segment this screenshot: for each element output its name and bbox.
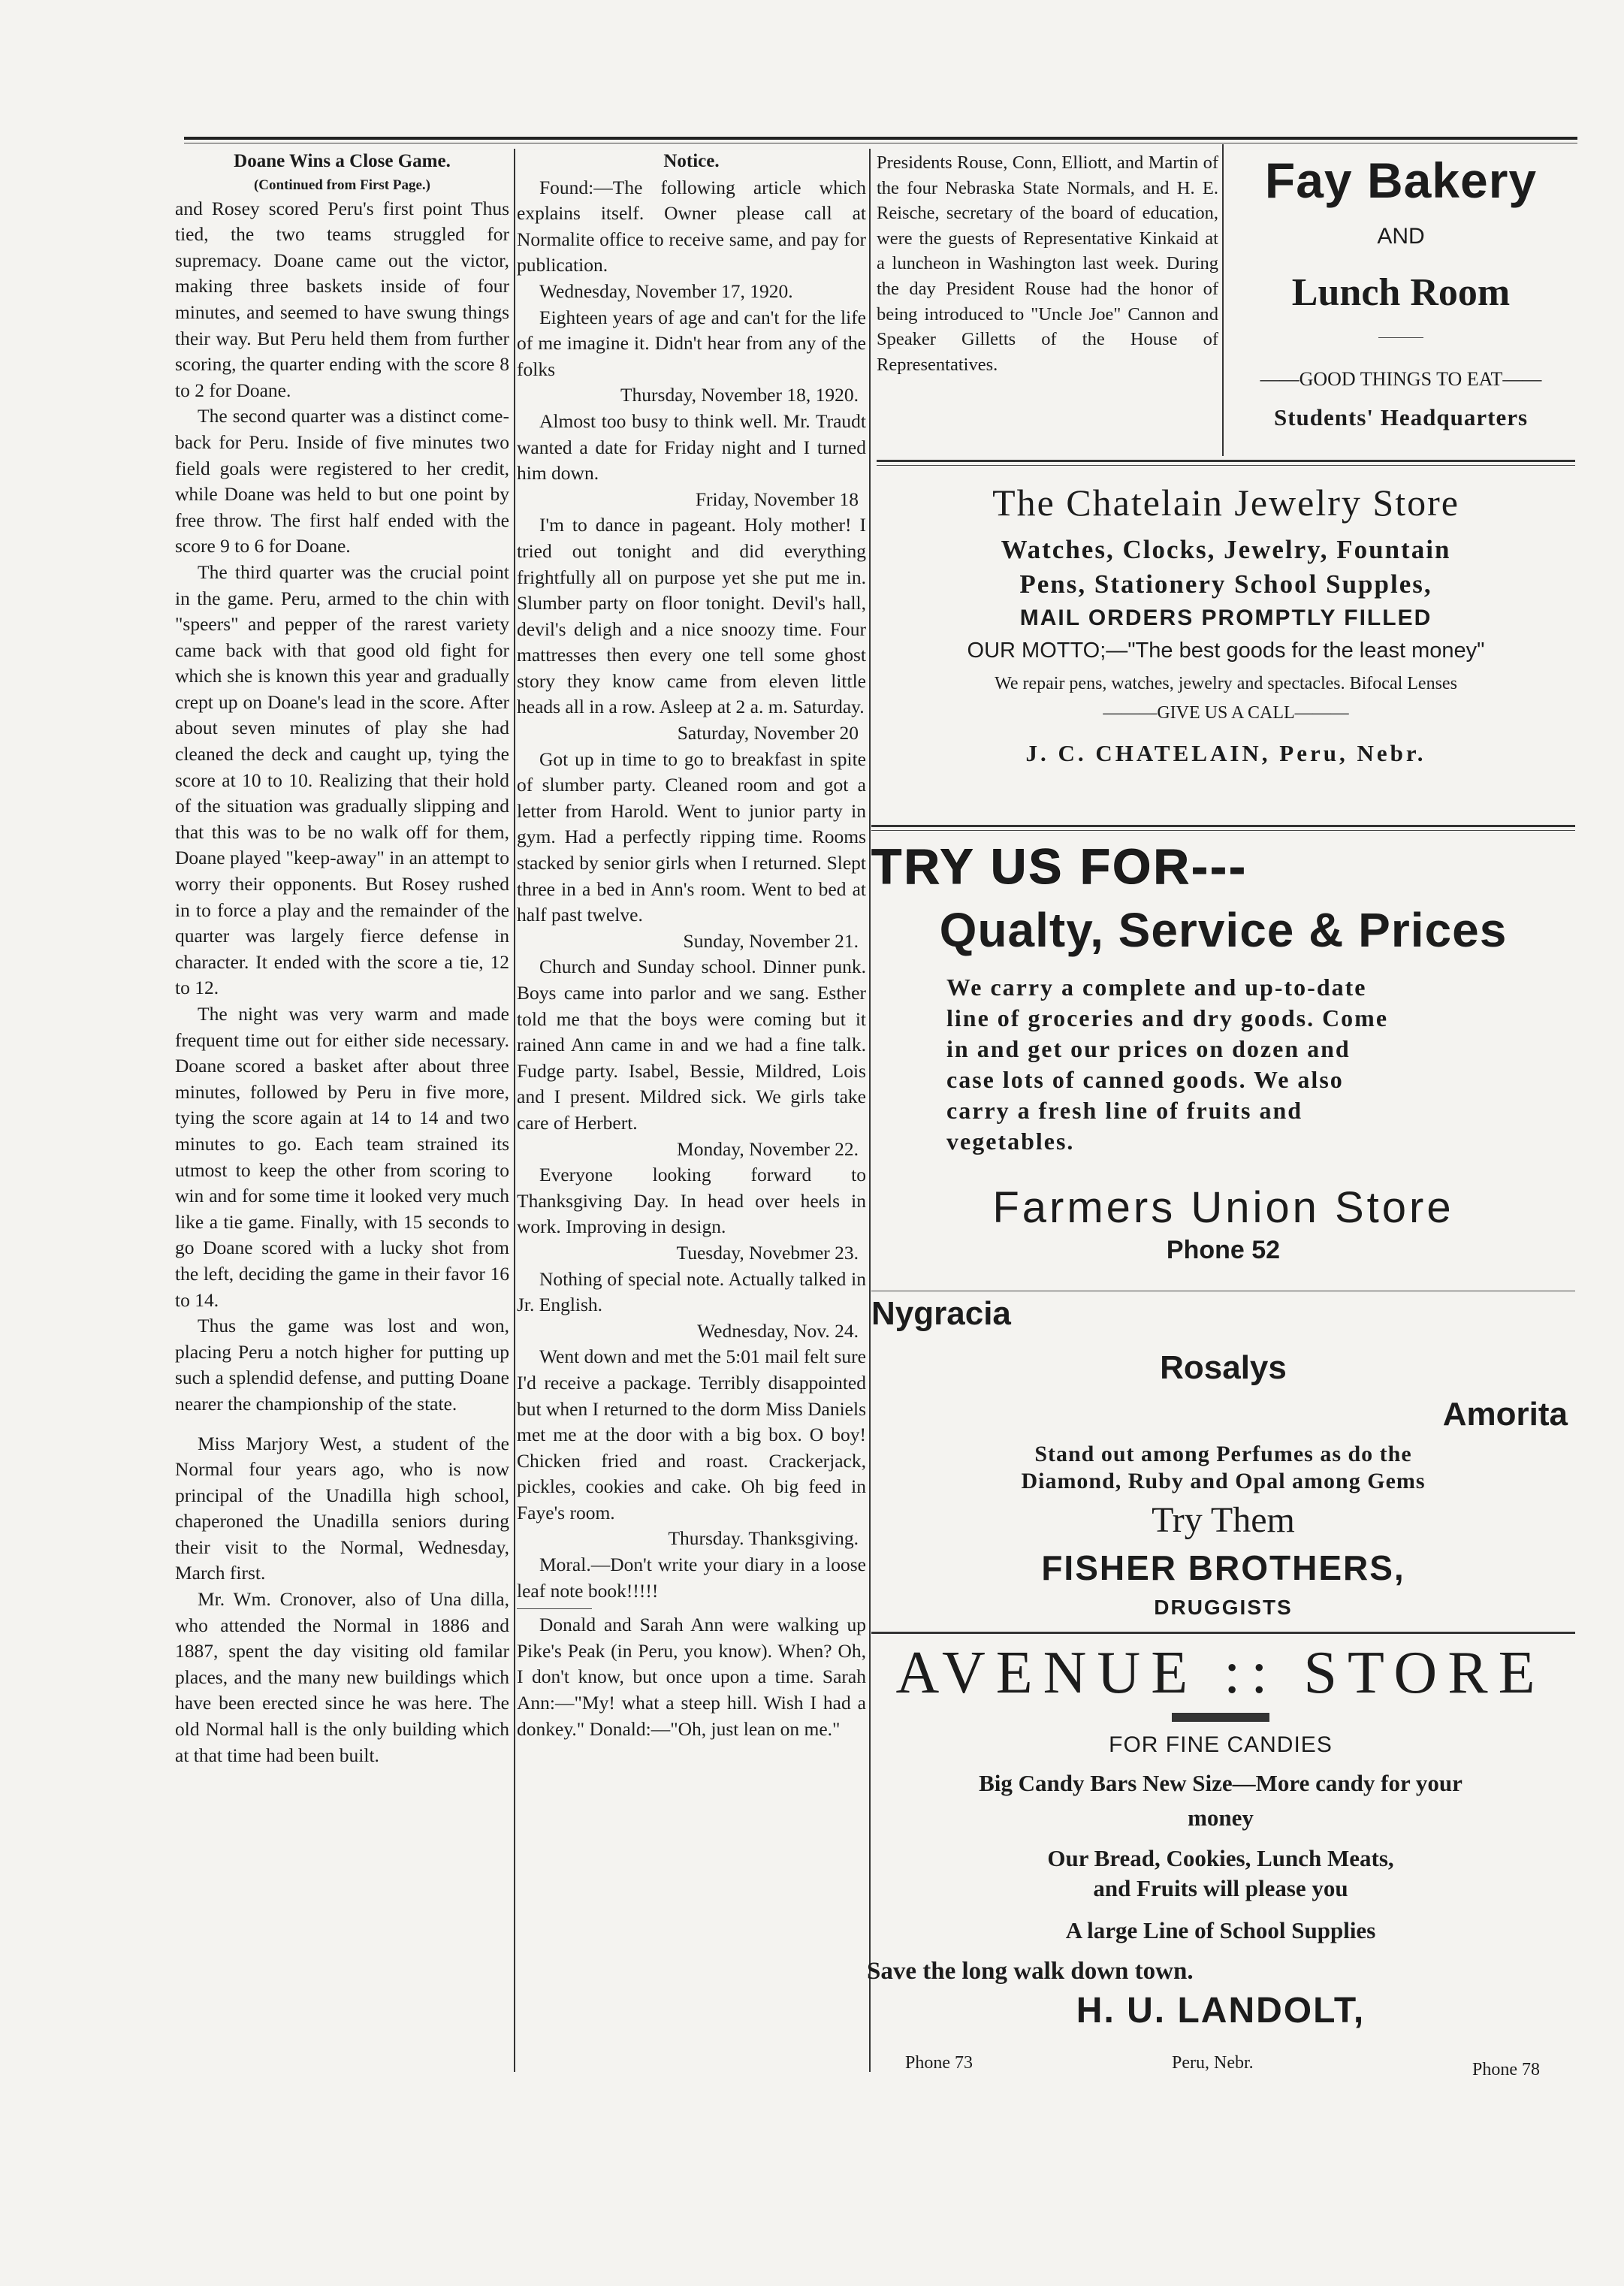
fisher-stand-line1: Stand out among Perfumes as do the (1034, 1442, 1412, 1466)
farmers-quality: Qualty, Service & Prices (939, 903, 1508, 957)
avenue-place: Peru, Nebr. (1172, 2053, 1254, 2073)
news-item-donald: Donald and Sarah Ann were walking up Pike's Peak (in Peru, you know). When? Oh, I don't know, but once upon a time. Sarah Ann:—"My! what a steep hill. Wish I had a donkey." Donald:—"Oh, just lean on me." (517, 1614, 866, 1740)
article-paragraph: Thus the game was lost and won, placing Peru a notch higher for putting up such a splendid defense, and putting Doane nearer the championship of the state. (175, 1315, 509, 1415)
chatelain-line2: Pens, Stationery School Supples, (1019, 569, 1432, 599)
continued-note: (Continued from First Page.) (253, 177, 430, 193)
avenue-phone-right: Phone 78 (1472, 2060, 1540, 2079)
top-rule (184, 137, 1577, 140)
avenue-ornament (1172, 1713, 1269, 1722)
news-item-cronover: Mr. Wm. Cronover, also of Una dilla, who attended the Normal in 1886 and 1887, spent the day visiting old familar places, and the many new buildings which have been erected since he was here. The old Normal hall is the only building which at that time had been built. (175, 1588, 509, 1766)
ad-fay-bakery (1228, 150, 1574, 431)
diary-entry-text: Nothing of special note. Actually talked in Jr. English. (517, 1267, 866, 1316)
diary-date: Saturday, November 20 (677, 722, 859, 744)
diary-entry-text: Almost too busy to think well. Mr. Traudt wanted a date for Friday night and I turned him down. (517, 409, 866, 485)
column-doane-article (175, 149, 509, 1768)
diary-date: Thursday. Thanksgiving. (668, 1527, 859, 1550)
diary-date: Friday, November 18 (695, 488, 859, 510)
fay-lunch: Lunch Room (1291, 271, 1511, 314)
avenue-money: money (1188, 1804, 1254, 1831)
ad-avenue-store (864, 1639, 1577, 2031)
ad-separator (877, 460, 1575, 462)
fisher-stand-line2: Diamond, Ruby and Opal among Gems (1021, 1469, 1426, 1493)
avenue-school: A large Line of School Supplies (1065, 1917, 1376, 1943)
notice-intro: Found:—The following article which explains itself. Owner please call at Normalite office to receive same, and pay for publication. (517, 176, 866, 276)
diary-date: Monday, November 22. (677, 1137, 859, 1160)
fisher-amorita: Amorita (1442, 1396, 1568, 1433)
avenue-name: H. U. LANDOLT, (1076, 1991, 1366, 2031)
ad-farmers-union (871, 835, 1575, 1265)
headline-notice: Notice. (663, 151, 720, 171)
ad-separator (871, 825, 1575, 827)
column-notice (517, 149, 866, 1742)
chatelain-line1: Watches, Clocks, Jewelry, Fountain (1001, 535, 1451, 564)
avenue-candies: FOR FINE CANDIES (1109, 1732, 1333, 1757)
avenue-save: Save the long walk down town. (867, 1958, 1194, 1985)
diary-entry-text: Got up in time to go to breakfast in spite of slumber party. Cleaned room and got a letter from Harold. Went to junior party in gym. Had a perfectly ripping time. Rooms stacked by senior girls when I returned. Slept three in a bed in Ann's room. Went to bed at half past twelve. (517, 747, 866, 926)
chatelain-signature: J. C. CHATELAIN, Peru, Nebr. (1025, 740, 1426, 766)
farmers-try: TRY US FOR--- (871, 838, 1248, 894)
avenue-phone-left: Phone 73 (905, 2053, 973, 2073)
article-paragraph: The second quarter was a distinct come-back for Peru. Inside of five minutes two field goals were registered to her credit, while Doane was held to but one point by free throw. The first half ended with the score 9 to 6 for Doane. (175, 405, 509, 557)
diary-date: Sunday, November 21. (683, 929, 859, 952)
diary-date: Thursday, November 18, 1920. (620, 384, 859, 406)
diary-entry-text: Eighteen years of age and can't for the life of me imagine it. Didn't hear from any of the folks (517, 306, 866, 380)
chatelain-mail-orders: MAIL ORDERS PROMPTLY FILLED (1019, 605, 1432, 630)
chatelain-title: The Chatelain Jewelry Store (992, 482, 1459, 524)
avenue-title: AVENUE :: STORE (895, 1640, 1546, 1706)
fisher-name: FISHER BROTHERS, (1041, 1548, 1405, 1587)
fisher-druggists: DRUGGISTS (1154, 1596, 1293, 1619)
avenue-bread (864, 1844, 1577, 1904)
avenue-bread-line2: and Fruits will please you (1093, 1875, 1348, 1901)
ad-divider (1222, 144, 1224, 456)
fisher-nygracia: Nygracia (871, 1295, 1011, 1332)
news-item-presidents (877, 150, 1218, 377)
diary-entry-text: Everyone looking forward to Thanksgiving Day. In head over heels in work. Improving in design. (517, 1164, 866, 1238)
fisher-try: Try Them (1152, 1500, 1295, 1540)
fay-students: Students' Headquarters (1273, 404, 1529, 430)
diary-entry-text: Went down and met the 5:01 mail felt sure I'd receive a package. Terribly disappointed but when I returned to the dorm Miss Daniels met me at the door with a big box. O boy! Chicken fried and roast. Crackerjack, pickles, cookies and cake. Oh big feed in Faye's room. (517, 1345, 866, 1523)
chatelain-repair: We repair pens, watches, jewelry and spectacles. Bifocal Lenses (995, 674, 1457, 693)
news-item-west: Miss Marjory West, a student of the Normal four years ago, who is now principal of the Unadilla high school, chaperoned the Unadilla seniors during their visit to the Normal, Wednesday, March first. (175, 1432, 509, 1584)
fisher-stand (871, 1441, 1575, 1495)
chatelain-motto: OUR MOTTO;—"The best goods for the least money" (967, 639, 1485, 663)
diary-date: Tuesday, Novebmer 23. (676, 1241, 859, 1264)
avenue-bars: Big Candy Bars New Size—More candy for your (979, 1770, 1463, 1796)
article-paragraph: The night was very warm and made frequent time out for either side necessary. Doane scored a basket after about three minutes, followed by Peru in five more, tying the score again at 14 to 14 and two minutes to go. Each team strained its utmost to keep the other from scoring to win and for some time it looked very much like a tie game. Finally, with 15 seconds to go Doane scored with a lucky shot from the left, deciding the game in their favor 16 to 14. (175, 1003, 509, 1311)
diary-entry-text: Church and Sunday school. Dinner punk. Boys came into parlor and we sang. Esther told me that the boys were coming but it rained Ann came in and we had a fine talk. Fudge party. Isabel, Bessie, Mildred, Lois and I present. Mildred sick. We girls take care of Herbert. (517, 956, 866, 1134)
headline-doane: Doane Wins a Close Game. (234, 151, 451, 171)
ad-fisher-brothers (871, 1295, 1575, 1626)
farmers-body: We carry a complete and up-to-date line of groceries and dry goods. Come in and get our prices on dozen and case lots of canned goods. We also carry a fresh line of fruits and vegetables. (946, 974, 1389, 1155)
diary-entry-text: I'm to dance in pageant. Holy mother! I tried out tonight and did everything frightfully all on purpose yet she put me in. Slumber party on floor tonight. Devil's hall, devil's deligh and a nice snoozy time. Four mattresses then every one tell some ghost story they know came from eleven little heads all in a row. Asleep at 2 a. m. Saturday. (517, 514, 866, 718)
chatelain-call: ———GIVE US A CALL——— (1103, 703, 1349, 723)
presidents-text: Presidents Rouse, Conn, Elliott, and Martin of the four Nebraska State Normals, and H. E. Reische, secretary of the board of education, were the guests of Representative Kinkaid at a luncheon in Washington last week. During the day President Rouse had the honor of being introduced to "Uncle Joe" Cannon and Speaker Gilletts of the House of Representatives. (877, 153, 1218, 375)
column-divider (514, 149, 515, 2072)
diary-entry-text: Wednesday, November 17, 1920. (539, 279, 793, 302)
article-paragraph: The third quarter was the crucial point in the game. Peru, armed to the chin with "speers" and pepper of the rarest variety came back with that good old fight for which she is known this year and gradually crept up on Doane's lead in the score. After about seven minutes of play she had cleaned the deck and caught up, tying the score at 10 to 10. Realizing that their hold of the situation was gradually slipping and that this was to be no walk off for them, Doane played "keep-away" in an attempt to worry their opponents. But Rosey rushed in to force a play and the remainder of the quarter was largely fierce defense in character. It ended with the score a tie, 12 to 12. (175, 560, 509, 999)
ad-chatelain-jewelry (877, 481, 1575, 767)
diary-entry-text: Moral.—Don't write your diary in a loose leaf note book!!!!! (517, 1554, 866, 1602)
avenue-bread-line1: Our Bread, Cookies, Lunch Meats, (1047, 1845, 1394, 1871)
farmers-name: Farmers Union Store (992, 1183, 1454, 1232)
fay-good: ——GOOD THINGS TO EAT—— (1260, 368, 1542, 390)
diary-date: Wednesday, Nov. 24. (697, 1319, 859, 1342)
farmers-phone: Phone 52 (1166, 1236, 1281, 1264)
article-paragraph: and Rosey scored Peru's first point Thus tied, the two teams struggled for supremacy. Doane came out the victor, making three baskets inside of four minutes, and seemed to have swung things their way. But Peru held them from further scoring, the quarter ending with the score 8 to 2 for Doane. (175, 197, 509, 401)
fay-and: AND (1377, 224, 1425, 249)
fisher-rosalys: Rosalys (1160, 1349, 1287, 1386)
fay-title: Fay Bakery (1264, 153, 1538, 208)
ad-separator (871, 1632, 1575, 1634)
